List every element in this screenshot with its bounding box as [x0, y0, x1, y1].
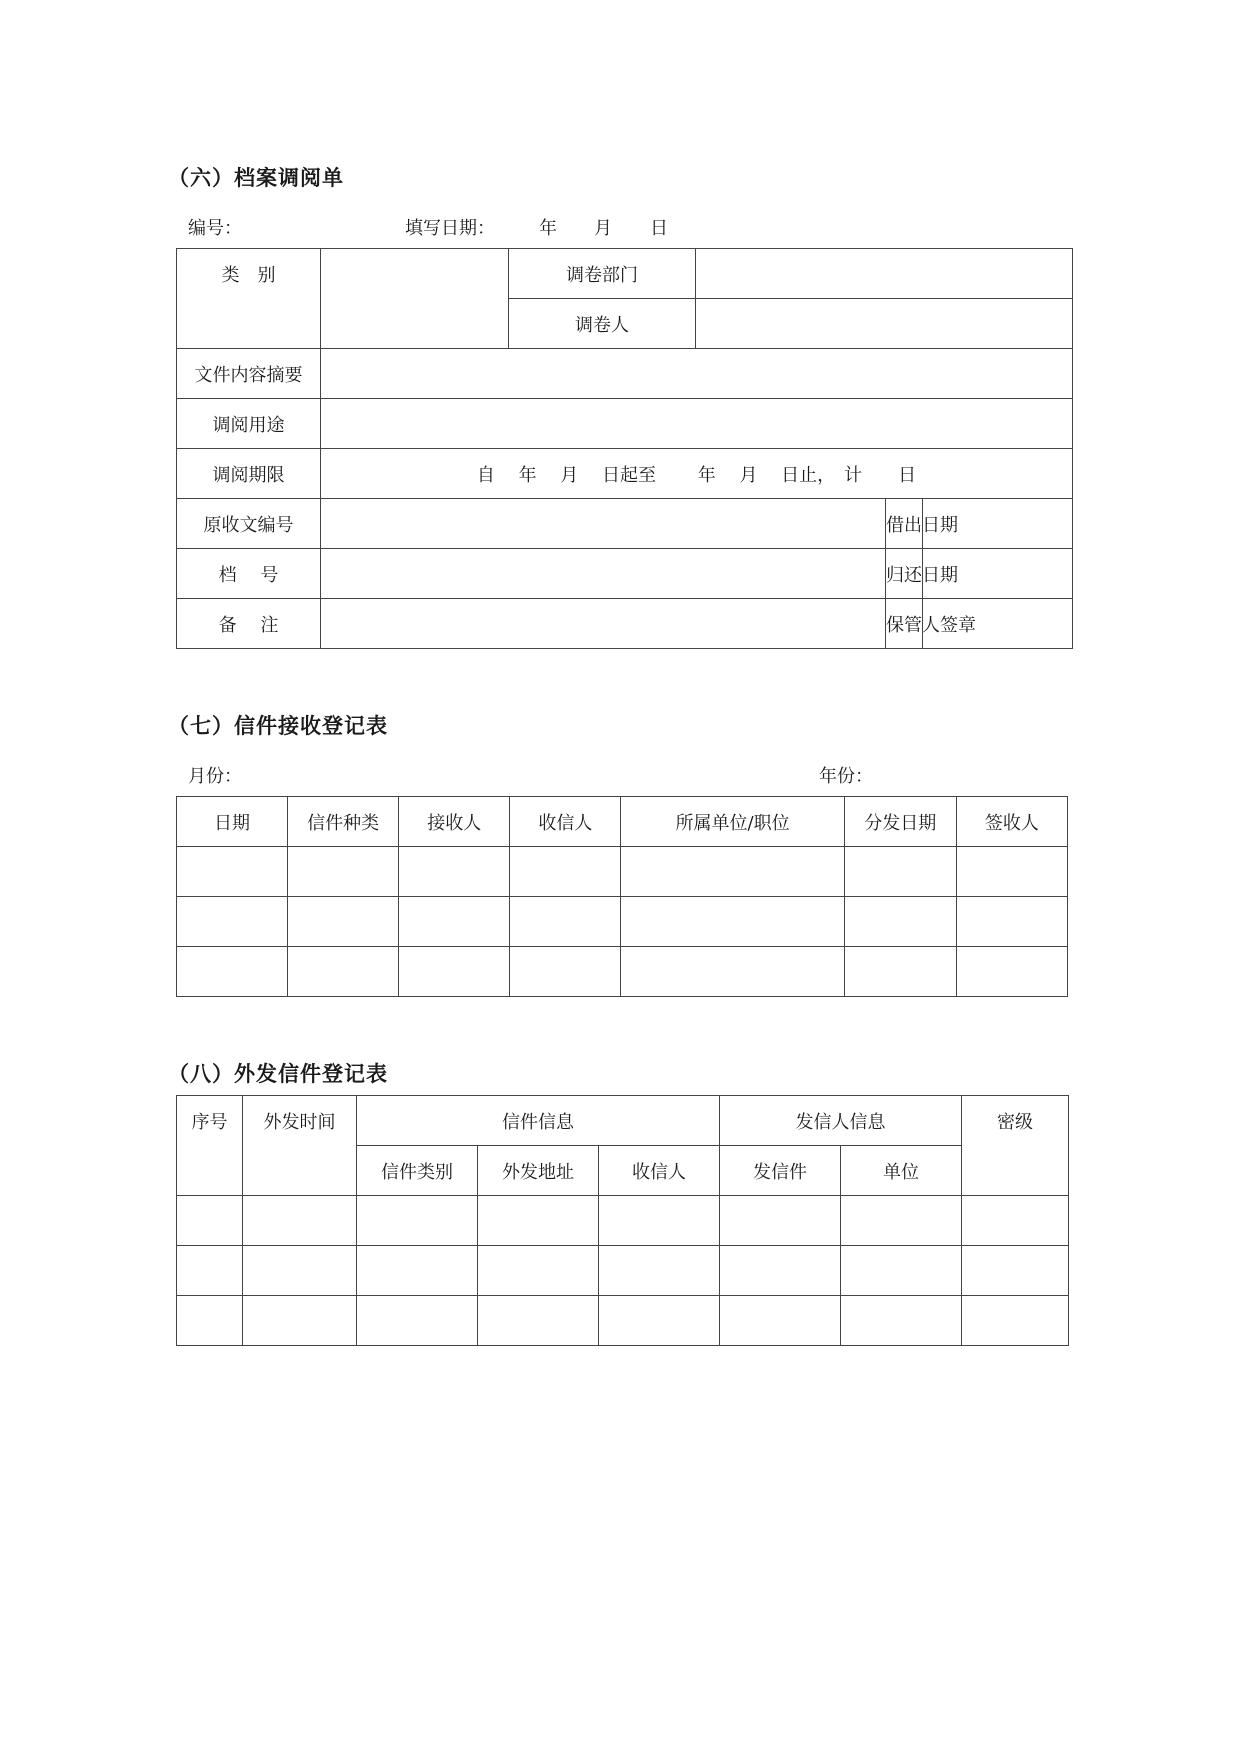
lend-date-label: 借出日期	[886, 499, 923, 549]
header-signer: 签收人	[956, 797, 1067, 847]
archive-request-table	[176, 248, 1073, 649]
table-row	[177, 1246, 1069, 1296]
table-cell[interactable]	[621, 847, 844, 897]
table-cell[interactable]	[177, 1246, 243, 1296]
table-cell[interactable]	[288, 897, 399, 947]
table-cell[interactable]	[243, 1296, 357, 1346]
table-cell[interactable]	[288, 947, 399, 997]
purpose-value[interactable]	[321, 399, 1073, 449]
summary-value[interactable]	[321, 349, 1073, 399]
table-cell[interactable]	[288, 847, 399, 897]
table-cell[interactable]	[720, 1246, 841, 1296]
header-send-time: 外发时间	[243, 1096, 357, 1196]
header-seq: 序号	[177, 1096, 243, 1196]
orig-no-label: 原收文编号	[177, 499, 321, 549]
table-cell[interactable]	[962, 1296, 1069, 1346]
table-cell[interactable]	[962, 1246, 1069, 1296]
table-cell[interactable]	[510, 847, 621, 897]
dept-value[interactable]	[696, 249, 1073, 299]
table-cell[interactable]	[621, 947, 844, 997]
table-cell[interactable]	[844, 947, 956, 997]
table-cell[interactable]	[841, 1296, 962, 1346]
table-cell[interactable]	[720, 1296, 841, 1346]
table-cell[interactable]	[956, 897, 1067, 947]
fill-date-label: 填写日期：	[405, 218, 495, 239]
file-no-value[interactable]	[321, 549, 886, 599]
section-title-archive-request: （六）档案调阅单	[168, 166, 344, 190]
section-title-letter-receipt: （七）信件接收登记表	[168, 714, 388, 738]
keeper-sign-label: 保管人签章	[886, 599, 923, 649]
remark-label: 备 注	[177, 599, 321, 649]
table-row	[177, 1296, 1069, 1346]
category-label: 类 别	[177, 249, 321, 349]
table-cell[interactable]	[478, 1196, 599, 1246]
date-month-label: 月	[594, 218, 612, 239]
table-row	[177, 897, 1068, 947]
header-send-address: 外发地址	[478, 1146, 599, 1196]
header-receiver: 接收人	[399, 797, 510, 847]
table-cell[interactable]	[844, 847, 956, 897]
table-cell[interactable]	[621, 897, 844, 947]
table-cell[interactable]	[962, 1196, 1069, 1246]
header-date: 日期	[177, 797, 288, 847]
table-cell[interactable]	[399, 847, 510, 897]
category-value[interactable]	[321, 249, 509, 349]
table-row	[177, 847, 1068, 897]
purpose-label: 调阅用途	[177, 399, 321, 449]
table-cell[interactable]	[177, 897, 288, 947]
table-cell[interactable]	[177, 847, 288, 897]
table-cell[interactable]	[956, 847, 1067, 897]
table-cell[interactable]	[399, 897, 510, 947]
period-text[interactable]: 自 年 月 日起至 年 月 日止， 计 日	[321, 449, 1073, 499]
return-date-label: 归还日期	[886, 549, 923, 599]
table-cell[interactable]	[177, 947, 288, 997]
table-cell[interactable]	[510, 897, 621, 947]
person-value[interactable]	[696, 299, 1073, 349]
dept-label: 调卷部门	[509, 249, 696, 299]
table-cell[interactable]	[478, 1246, 599, 1296]
header-letter-type: 信件类别	[357, 1146, 478, 1196]
period-label: 调阅期限	[177, 449, 321, 499]
date-day-label: 日	[650, 218, 668, 239]
summary-label: 文件内容摘要	[177, 349, 321, 399]
table-cell[interactable]	[399, 947, 510, 997]
table-cell[interactable]	[841, 1196, 962, 1246]
table-cell[interactable]	[599, 1196, 720, 1246]
file-no-label: 档 号	[177, 549, 321, 599]
header-unit-position: 所属单位/职位	[621, 797, 844, 847]
table-cell[interactable]	[720, 1196, 841, 1246]
table-cell[interactable]	[478, 1296, 599, 1346]
header-addressee: 收信人	[510, 797, 621, 847]
table-cell[interactable]	[599, 1296, 720, 1346]
table-row	[177, 947, 1068, 997]
table-cell[interactable]	[243, 1246, 357, 1296]
person-label: 调卷人	[509, 299, 696, 349]
year-label: 年份：	[819, 766, 873, 787]
table-cell[interactable]	[357, 1296, 478, 1346]
letter-receipt-table	[176, 796, 1068, 997]
table-cell[interactable]	[177, 1296, 243, 1346]
table-cell[interactable]	[599, 1246, 720, 1296]
header-sender-info: 发信人信息	[720, 1096, 962, 1146]
header-unit: 单位	[841, 1146, 962, 1196]
table-cell[interactable]	[844, 897, 956, 947]
table-cell[interactable]	[177, 1196, 243, 1246]
header-letter-info: 信件信息	[357, 1096, 720, 1146]
table-cell[interactable]	[357, 1196, 478, 1246]
remark-value[interactable]	[321, 599, 886, 649]
table-cell[interactable]	[243, 1196, 357, 1246]
header-secret-level: 密级	[962, 1096, 1069, 1196]
outgoing-letter-table	[176, 1095, 1069, 1346]
month-label: 月份：	[188, 766, 242, 787]
number-label: 编号：	[188, 218, 242, 239]
header-letter-type: 信件种类	[288, 797, 399, 847]
table-cell[interactable]	[841, 1246, 962, 1296]
table-cell[interactable]	[510, 947, 621, 997]
date-year-label: 年	[539, 218, 557, 239]
header-recipient: 收信人	[599, 1146, 720, 1196]
section-title-outgoing-letter: （八）外发信件登记表	[168, 1062, 388, 1086]
table-cell[interactable]	[357, 1246, 478, 1296]
table-row	[177, 1196, 1069, 1246]
orig-no-value[interactable]	[321, 499, 886, 549]
header-sender: 发信件	[720, 1146, 841, 1196]
header-distribute-date: 分发日期	[844, 797, 956, 847]
table-cell[interactable]	[956, 947, 1067, 997]
